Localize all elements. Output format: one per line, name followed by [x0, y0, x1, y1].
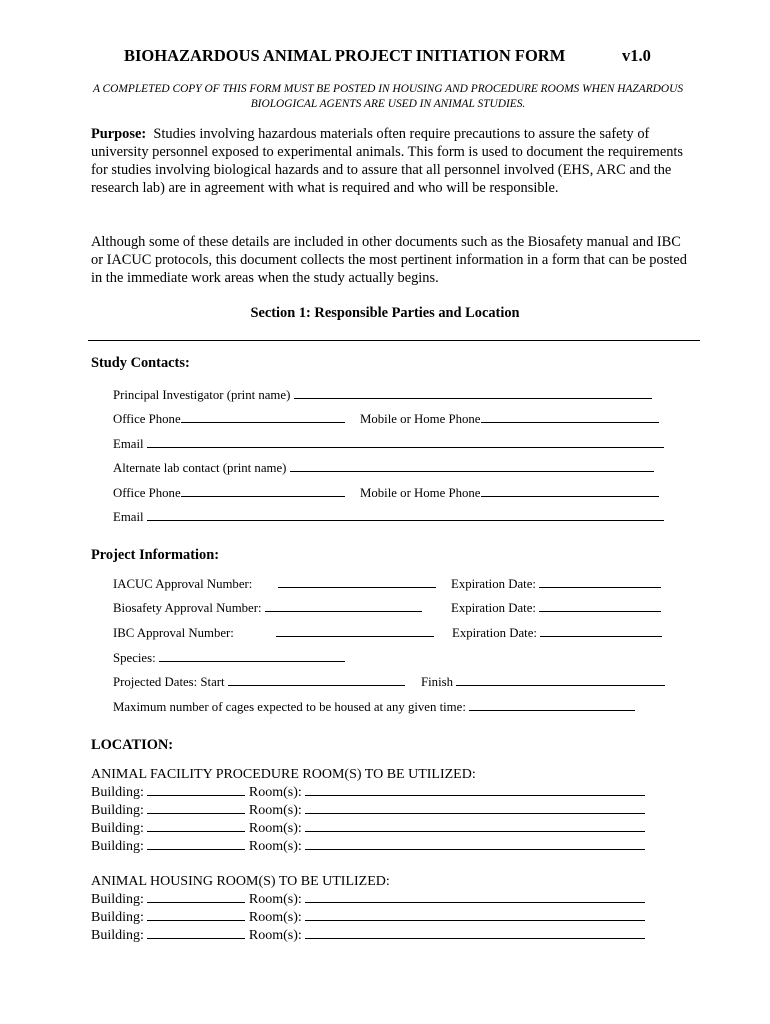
biosafety-label: Biosafety Approval Number: [113, 601, 262, 615]
ibc-row [276, 626, 434, 641]
rooms-label: Room(s): [248, 839, 302, 854]
rooms-label: Room(s): [248, 928, 302, 943]
iacuc-expiration-row [451, 577, 661, 592]
rooms-label: Room(s): [248, 892, 302, 907]
pi-name-label: Principal Investigator (print name) [113, 388, 291, 402]
form-version: v1.0 [622, 46, 651, 65]
procedure-building-field[interactable] [147, 848, 245, 850]
pi-name-field[interactable] [294, 397, 652, 399]
housing-rooms-field[interactable] [305, 901, 645, 903]
purpose-label: Purpose: [91, 126, 147, 142]
alt-contact-field[interactable] [290, 470, 654, 472]
alt-contact-label: Alternate lab contact (print name) [113, 461, 287, 475]
housing-rooms-heading: ANIMAL HOUSING ROOM(S) TO BE UTILIZED: [91, 874, 390, 889]
building-label: Building: [91, 839, 144, 854]
procedure-rooms-field[interactable] [305, 794, 645, 796]
building-label: Building: [91, 892, 144, 907]
alt-contact-row [113, 461, 654, 476]
building-label: Building: [91, 910, 144, 925]
form-title: BIOHAZARDOUS ANIMAL PROJECT INITIATION FORM [124, 46, 566, 65]
projected-dates-row [113, 675, 405, 690]
procedure-rooms-field[interactable] [305, 812, 645, 814]
building-label: Building: [91, 821, 144, 836]
iacuc-expiration-field[interactable] [539, 586, 661, 588]
expiration-label: Expiration Date: [451, 577, 536, 591]
start-date-field[interactable] [228, 684, 405, 686]
procedure-building-field[interactable] [147, 830, 245, 832]
building-label: Building: [91, 928, 144, 943]
alt-office-phone-field[interactable] [181, 495, 345, 497]
alt-email-row [113, 510, 664, 525]
ibc-expiration-row [452, 626, 662, 641]
alt-email-field[interactable] [147, 519, 664, 521]
study-contacts-heading: Study Contacts: [91, 355, 190, 371]
office-phone-label: Office Phone [113, 412, 181, 426]
housing-building-field[interactable] [147, 919, 245, 921]
housing-room-row [91, 892, 645, 908]
iacuc-number-field[interactable] [278, 586, 436, 588]
housing-room-row [91, 910, 645, 926]
rooms-label: Room(s): [248, 821, 302, 836]
email-label: Email [113, 437, 144, 451]
housing-building-field[interactable] [147, 901, 245, 903]
species-row [113, 651, 345, 666]
pi-office-phone-row [113, 412, 345, 427]
species-label: Species: [113, 651, 156, 665]
pi-mobile-phone-row [360, 412, 659, 427]
finish-date-field[interactable] [456, 684, 665, 686]
max-cages-row [113, 700, 635, 715]
location-heading: LOCATION: [91, 737, 174, 753]
procedure-room-row [91, 803, 645, 819]
expiration-label: Expiration Date: [452, 626, 537, 640]
procedure-room-row [91, 821, 645, 837]
ibc-expiration-field[interactable] [540, 635, 662, 637]
start-date-label: Projected Dates: Start [113, 675, 225, 689]
ibc-label: IBC Approval Number: [113, 626, 234, 640]
alt-mobile-phone-field[interactable] [481, 495, 659, 497]
office-phone-label: Office Phone [113, 486, 181, 500]
housing-room-row [91, 928, 645, 944]
alt-office-phone-row [113, 486, 345, 501]
max-cages-field[interactable] [469, 709, 635, 711]
species-field[interactable] [159, 660, 345, 662]
procedure-room-row [91, 785, 645, 801]
mobile-phone-label: Mobile or Home Phone [360, 412, 481, 426]
procedure-rooms-field[interactable] [305, 830, 645, 832]
procedure-rooms-field[interactable] [305, 848, 645, 850]
purpose-paragraph [91, 125, 691, 197]
biosafety-row [113, 601, 422, 616]
housing-building-field[interactable] [147, 937, 245, 939]
finish-date-label: Finish [421, 675, 454, 689]
procedure-room-row [91, 839, 645, 855]
housing-rooms-field[interactable] [305, 919, 645, 921]
alt-mobile-phone-row [360, 486, 659, 501]
housing-rooms-field[interactable] [305, 937, 645, 939]
pi-email-row [113, 437, 664, 452]
mobile-phone-label: Mobile or Home Phone [360, 486, 481, 500]
biosafety-expiration-row [451, 601, 661, 616]
purpose-text: Studies involving hazardous materials often require precautions to assure the safety of university personnel exposed to experimental animals. This form is used to document the requirements for studies involving biological hazards and to assure that all personnel involved (EHS, ARC and the research lab) are in agreement with what is required and who will be responsible. [91, 126, 684, 196]
expiration-label: Expiration Date: [451, 601, 536, 615]
biosafety-expiration-field[interactable] [539, 610, 661, 612]
building-label: Building: [91, 803, 144, 818]
pi-email-field[interactable] [147, 446, 664, 448]
iacuc-label: IACUC Approval Number: [113, 577, 253, 591]
pi-office-phone-field[interactable] [181, 421, 345, 423]
posting-notice: A COMPLETED COPY OF THIS FORM MUST BE POSTED IN HOUSING AND PROCEDURE ROOMS WHEN HAZARDOUS BIOLOGICAL AGENTS ARE USED IN ANIMAL STUDIES. [92, 83, 684, 110]
procedure-rooms-heading: ANIMAL FACILITY PROCEDURE ROOM(S) TO BE UTILIZED: [91, 767, 476, 782]
rooms-label: Room(s): [248, 910, 302, 925]
max-cages-label: Maximum number of cages expected to be housed at any given time: [113, 700, 466, 714]
rooms-label: Room(s): [248, 803, 302, 818]
pi-name-row [113, 388, 652, 403]
intro-paragraph: Although some of these details are included in other documents such as the Biosafety manual and IBC or IACUC protocols, this document collects the most pertinent information in a form that can be posted in the immediate work areas when the study actually begins. [91, 234, 687, 286]
rooms-label: Room(s): [248, 785, 302, 800]
project-info-heading: Project Information: [91, 547, 220, 563]
procedure-building-field[interactable] [147, 812, 245, 814]
email-label: Email [113, 510, 144, 524]
biosafety-number-field[interactable] [265, 610, 422, 612]
section-1-title: Section 1: Responsible Parties and Location [250, 305, 520, 321]
section-divider [88, 340, 700, 341]
procedure-building-field[interactable] [147, 794, 245, 796]
ibc-number-field[interactable] [276, 635, 434, 637]
finish-date-row [421, 675, 665, 690]
pi-mobile-phone-field[interactable] [481, 421, 659, 423]
building-label: Building: [91, 785, 144, 800]
iacuc-row [278, 577, 436, 592]
